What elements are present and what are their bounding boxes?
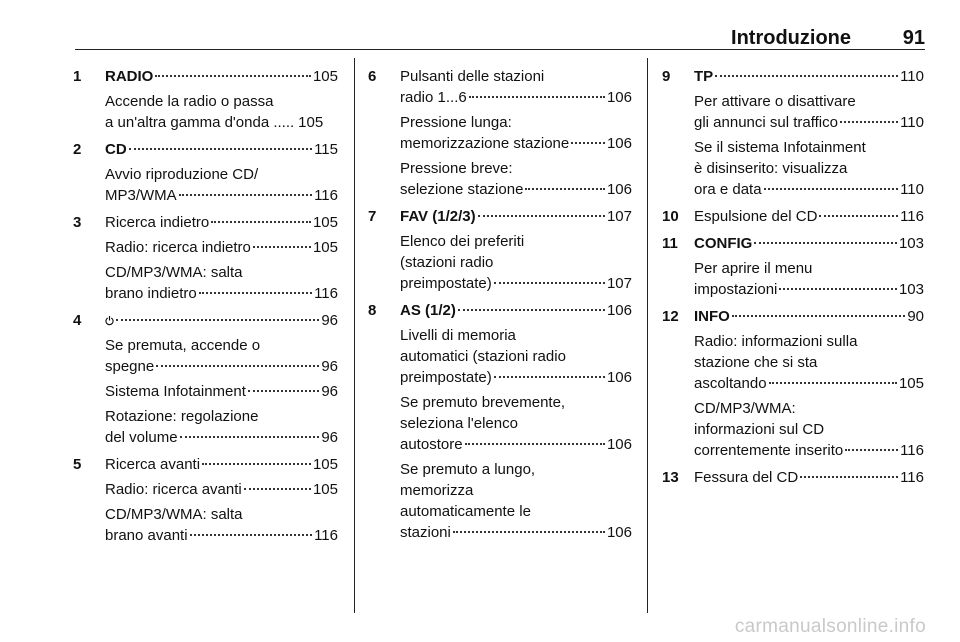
entry-label: AS (1/2): [400, 302, 456, 319]
entry-text: Sistema Infotainment: [105, 383, 246, 400]
index-entry: [73, 139, 338, 206]
page-ref: 106: [606, 181, 632, 198]
page-ref: 105: [898, 375, 924, 392]
index-entry: [368, 206, 632, 294]
page-ref: 106: [606, 135, 632, 152]
page-ref: 110: [900, 68, 924, 85]
page-ref: 115: [314, 141, 338, 158]
page-ref: 103: [898, 281, 924, 298]
entry-text: (stazioni radio: [400, 254, 494, 271]
entry-label: Espulsione del CD: [694, 208, 818, 225]
entry-text: Se premuto a lungo,: [400, 461, 536, 478]
section-title: Introduzione: [731, 27, 851, 49]
entry-text: correntemente inserito: [694, 442, 844, 459]
column-divider: [647, 58, 648, 613]
entry-text: del volume: [105, 429, 178, 446]
page-ref: 116: [314, 285, 338, 302]
entry-number: 4: [73, 312, 82, 329]
page-ref: 106: [606, 302, 632, 319]
entry-text: Pressione lunga:: [400, 114, 512, 131]
entry-label: FAV (1/2/3): [400, 208, 476, 225]
entry-text: memorizzazione stazione: [400, 135, 570, 152]
entry-text: autostore: [400, 436, 463, 453]
index-entry: [368, 66, 632, 200]
entry-text: spegne: [105, 358, 155, 375]
page-ref: 107: [606, 208, 632, 225]
entry-text: Livelli di memoria: [400, 327, 516, 344]
page-ref: 105: [312, 68, 338, 85]
entry-number: 9: [662, 68, 671, 85]
entry-text: automatici (stazioni radio: [400, 348, 566, 365]
entry-number: 10: [662, 208, 679, 225]
entry-text: Se premuto brevemente,: [400, 394, 566, 411]
entry-number: 2: [73, 141, 82, 158]
entry-label: INFO: [694, 308, 730, 325]
entry-text: Per aprire il menu: [694, 260, 813, 277]
entry-number: 8: [368, 302, 377, 319]
page-ref: 106: [606, 369, 632, 386]
entry-text: stazioni: [400, 524, 451, 541]
entry-text: Elenco dei preferiti: [400, 233, 525, 250]
page-number: 91: [902, 27, 925, 49]
page-ref: 105: [312, 456, 338, 473]
entry-number: 12: [662, 308, 679, 325]
entry-text: Radio: ricerca indietro: [105, 239, 251, 256]
entry-text: Per attivare o disattivare: [694, 93, 856, 110]
entry-text: stazione che si sta: [694, 354, 818, 371]
entry-label: CD: [105, 141, 127, 158]
index-entry: [662, 66, 924, 200]
entry-text: Rotazione: regolazione: [105, 408, 259, 425]
entry-text: Radio: informazioni sulla: [694, 333, 858, 350]
entry-label: Ricerca indietro: [105, 214, 210, 231]
index-entry: [662, 467, 924, 488]
page-ref: 105: [298, 114, 324, 131]
page-ref: 105: [312, 239, 338, 256]
index-entry: [73, 212, 338, 304]
entry-text: Se premuta, accende o: [105, 337, 261, 354]
index-column-1: [73, 66, 338, 546]
page-ref: 105: [312, 214, 338, 231]
index-entry: [73, 310, 338, 448]
entry-text: informazioni sul CD: [694, 421, 825, 438]
entry-text: brano avanti: [105, 527, 188, 544]
entry-text: preimpostate): [400, 369, 492, 386]
page-header: [75, 25, 925, 47]
page-ref: 96: [321, 429, 338, 446]
entry-number: 11: [662, 235, 678, 252]
index-column-2: [368, 66, 632, 543]
entry-text: seleziona l'elenco: [400, 415, 518, 432]
entry-text: preimpostate): [400, 275, 492, 292]
page-ref: 96: [321, 312, 338, 329]
entry-text: CD/MP3/WMA: salta: [105, 264, 243, 281]
entry-text: gli annunci sul traffico: [694, 114, 838, 131]
header-rule: [75, 49, 925, 50]
entry-text: impostazioni: [694, 281, 778, 298]
entry-text: CD/MP3/WMA:: [694, 400, 796, 417]
page-ref: 106: [606, 524, 632, 541]
page-ref: 116: [900, 442, 924, 459]
page-ref: 96: [321, 358, 338, 375]
entry-label: radio 1...6: [400, 89, 467, 106]
index-entry: [662, 233, 924, 300]
page-ref: 107: [606, 275, 632, 292]
entry-text: selezione stazione: [400, 181, 524, 198]
page-ref: 116: [314, 187, 338, 204]
entry-text: a un'altra gamma d'onda .....: [105, 114, 295, 131]
entry-label: RADIO: [105, 68, 154, 85]
power-icon: [105, 315, 114, 326]
entry-text: MP3/WMA: [105, 187, 177, 204]
watermark: carmanualsonline.info: [734, 616, 926, 637]
page-ref: 106: [606, 436, 632, 453]
page-ref: 105: [312, 481, 338, 498]
entry-text: Se il sistema Infotainment: [694, 139, 866, 156]
entry-number: 1: [73, 68, 82, 85]
page-ref: 96: [321, 383, 338, 400]
entry-label: Pulsanti delle stazioni: [400, 68, 545, 85]
entry-text: ascoltando: [694, 375, 767, 392]
entry-text: CD/MP3/WMA: salta: [105, 506, 243, 523]
entry-number: 7: [368, 208, 377, 225]
entry-label: TP: [694, 68, 714, 85]
entry-text: automaticamente le: [400, 503, 531, 520]
page-ref: 116: [900, 208, 924, 225]
index-entry: [662, 206, 924, 227]
index-entry: [73, 454, 338, 546]
page-ref: 110: [900, 114, 924, 131]
entry-text: Accende la radio o passa: [105, 93, 274, 110]
entry-text: è disinserito: visualizza: [694, 160, 848, 177]
page-ref: 103: [898, 235, 924, 252]
entry-number: 3: [73, 214, 82, 231]
entry-text: Pressione breve:: [400, 160, 513, 177]
entry-text: brano indietro: [105, 285, 197, 302]
page-ref: 106: [606, 89, 632, 106]
page-ref: 116: [314, 527, 338, 544]
entry-number: 5: [73, 456, 82, 473]
index-column-3: [662, 66, 924, 488]
entry-text: Avvio riproduzione CD/: [105, 166, 259, 183]
index-entry: [73, 66, 338, 133]
entry-number: 6: [368, 68, 377, 85]
page-ref: 90: [907, 308, 924, 325]
entry-text: Radio: ricerca avanti: [105, 481, 242, 498]
entry-text: memorizza: [400, 482, 474, 499]
index-entry: [368, 300, 632, 543]
entry-text: ora e data: [694, 181, 762, 198]
page-ref: 110: [900, 181, 924, 198]
index-entry: [662, 306, 924, 461]
entry-label: Fessura del CD: [694, 469, 799, 486]
entry-number: 13: [662, 469, 679, 486]
page-ref: 116: [900, 469, 924, 486]
entry-label: CONFIG: [694, 235, 753, 252]
entry-label: Ricerca avanti: [105, 456, 201, 473]
column-divider: [354, 58, 355, 613]
